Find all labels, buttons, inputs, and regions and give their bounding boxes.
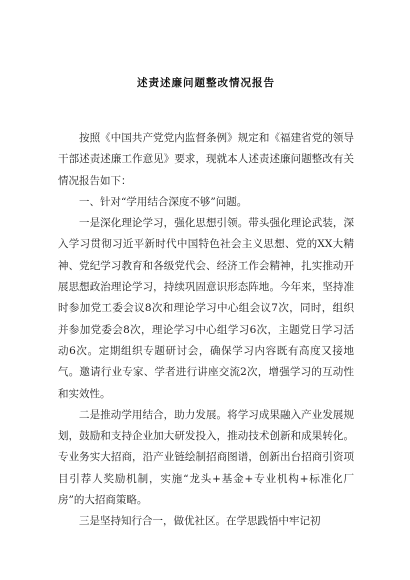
document-title: 述责述廉问题整改情况报告 xyxy=(137,77,275,89)
document-body xyxy=(58,128,354,533)
paragraph-point-two: 二是推动学用结合，助力发展。将学习成果融入产业发展规划，鼓励和支持企业加大研发投入，推动技术创新和成果转化。专业务实大招商，沿产业链绘制招商图谱，创新出台招商引资项目引荐人奖励机制，实施“龙头+基金+专业机构+标准化厂房”的大招商策略。 xyxy=(58,408,354,507)
paragraph-intro: 按照《中国共产党党内监督条例》规定和《福建省党的领导干部述责述廉工作意见》要求，现就本人述责述廉问题整改有关情况报告如下： xyxy=(58,132,354,187)
paragraph-point-one: 一是深化理论学习，强化思想引领。带头强化理论武装，深入学习贯彻习近平新时代中国特色社会主义思想、党的XX大精神、党纪学习教育和各级党代会、经济工作会精神，扎实推动开展思想政治理论学习，持续巩固意识形态阵地。今年来，坚持准时参加党工委会议8次和理论学习中心组会议7次，同时，组织并参加党委会8次，理论学习中心组学习6次，主题党日学习活动6次。定期组织专题研讨会，确保学习内容既有高度又接地气。邀请行业专家、学者进行讲座交流2次，增强学习的互动性和实效性。 xyxy=(58,217,354,400)
paragraph-point-three: 三是坚持知行合一，做优社区。在学思践悟中牢记初 xyxy=(79,515,321,528)
paragraph-section-heading: 一、针对“学用结合深度不够”问题。 xyxy=(79,195,248,208)
